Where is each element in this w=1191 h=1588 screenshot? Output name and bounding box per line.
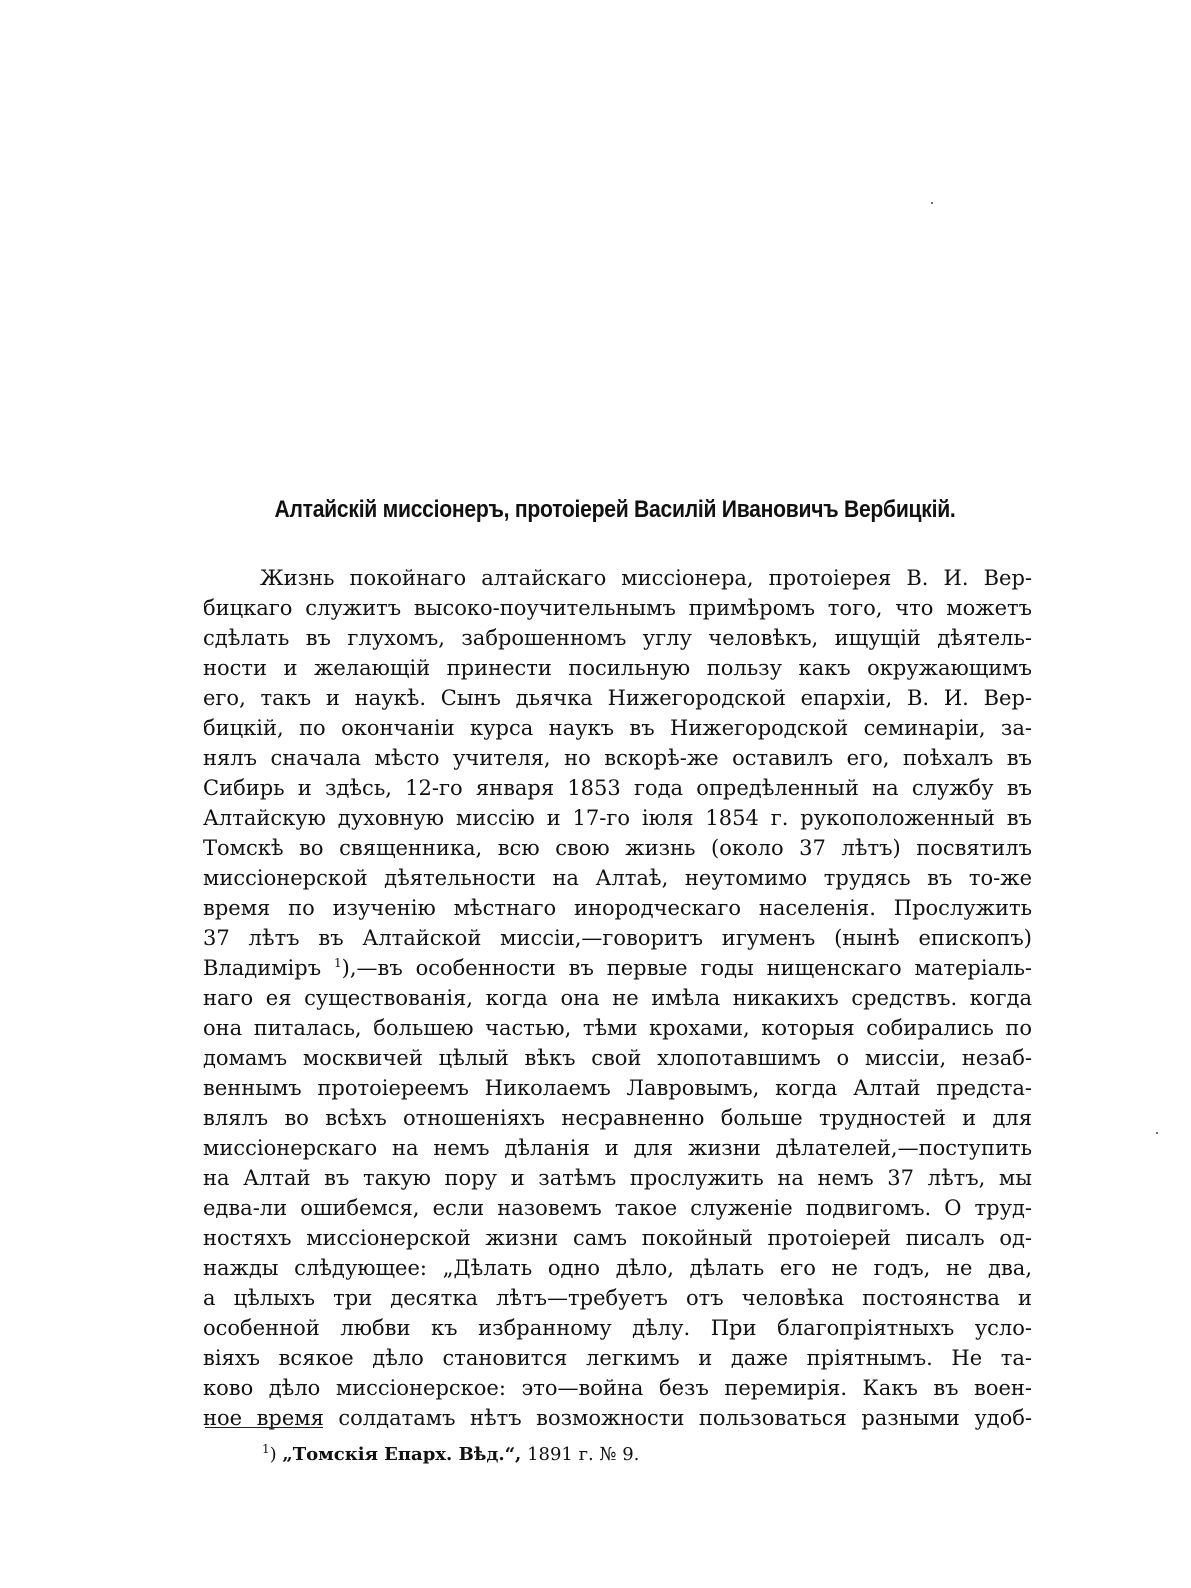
body-line: Сибирь и здѣсь, 12-го января 1853 года опредѣленный на службу въ (203, 776, 1032, 800)
print-speck (1156, 1132, 1158, 1134)
body-line: на Алтай въ такую пору и затѣмъ прослужить на немъ 37 лѣтъ, мы (203, 1166, 1032, 1190)
footnote (262, 1444, 639, 1465)
body-line: сдѣлать въ глухомъ, заброшенномъ углу человѣкъ, ищущій дѣятель- (203, 626, 1032, 650)
body-line: Алтайскую духовную миссію и 17-го іюля 1854 г. рукоположенный въ (203, 806, 1032, 830)
body-line: бицкій, по окончаніи курса наукъ въ Нижегородской семинаріи, за- (203, 716, 1032, 740)
body-line-start: Владиміръ (203, 956, 322, 980)
article-body (203, 563, 1032, 1433)
footnote-source: „Томскія Епарх. Вѣд.“, (282, 1444, 522, 1465)
body-line: особенной любви къ избранному дѣлу. При благопріятныхъ усло- (203, 1316, 1032, 1340)
body-line-with-footnote-ref (203, 953, 1032, 983)
body-line: Жизнь покойнаго алтайскаго миссіонера, протоіерея В. И. Вер- (260, 566, 1032, 590)
body-line: ностяхъ миссіонерской жизни самъ покойный протоіерей писалъ од- (203, 1226, 1032, 1250)
body-line: домамъ москвичей цѣлый вѣкъ свой хлопотавшимъ о миссіи, незаб- (203, 1046, 1032, 1070)
footnote-divider (205, 1427, 323, 1428)
body-line: ное время солдатамъ нѣтъ возможности пользоваться разными удоб- (203, 1406, 1032, 1430)
body-line: Томскѣ во священника, всю свою жизнь (около 37 лѣтъ) посвятилъ (203, 836, 1032, 860)
body-line: віяхъ всякое дѣло становится легкимъ и даже пріятнымъ. Не та- (203, 1346, 1032, 1370)
footnote-marker: 1 (262, 1442, 270, 1456)
footnote-reference: 1 (333, 956, 342, 970)
body-line: время по изученію мѣстнаго инородческаго населенія. Прослужить (203, 896, 1032, 920)
body-line-rest: ),—въ особенности въ первые годы нищенскаго матеріаль- (341, 956, 1032, 980)
body-line: едва-ли ошибемся, если назовемъ такое служеніе подвигомъ. О труд- (203, 1196, 1032, 1220)
body-line: ково дѣло миссіонерское: это—война безъ перемирія. Какъ въ воен- (203, 1376, 1032, 1400)
footnote-marker-paren: ) (269, 1444, 277, 1465)
body-line: его, такъ и наукѣ. Сынъ дьячка Нижегородской епархіи, В. И. Вер- (203, 686, 1032, 710)
body-line: нялъ сначала мѣсто учителя, но вскорѣ-же оставилъ его, поѣхалъ въ (203, 746, 1032, 770)
body-line: 37 лѣтъ въ Алтайской миссіи,—говоритъ игуменъ (нынѣ епископъ) (203, 926, 1032, 950)
body-line: миссіонерскаго на немъ дѣланія и для жизни дѣлателей,—поступить (203, 1136, 1032, 1160)
footnote-citation: 1891 г. № 9. (527, 1444, 640, 1465)
article-title: Алтайскій миссіонеръ, протоіерей Василій Ивановичъ Вербицкій. (274, 496, 956, 523)
body-line: нaго ея существованія, когда она не имѣла никакихъ средствъ. когда (203, 986, 1032, 1010)
body-line: а цѣлыхъ три десятка лѣтъ—требуетъ отъ человѣка постоянства и (203, 1286, 1032, 1310)
body-line: она питалась, большею частью, тѣми крохами, которыя собирались по (203, 1016, 1032, 1040)
body-line: веннымъ протоіереемъ Николаемъ Лавровымъ, когда Алтай предста- (203, 1076, 1032, 1100)
body-line: ности и желающій принести посильную пользу какъ окружающимъ (203, 656, 1032, 680)
body-line: миссіонерской дѣятельности на Алтаѣ, неутомимо трудясь въ то-же (203, 866, 1032, 890)
body-line: влялъ во всѣхъ отношеніяхъ несравненно больше трудностей и для (203, 1106, 1032, 1130)
print-speck (931, 202, 933, 204)
body-line: бицкаго служитъ высоко-поучительнымъ примѣромъ того, что можетъ (203, 596, 1032, 620)
body-line: нажды слѣдующее: „Дѣлать одно дѣло, дѣлать его не годъ, не два, (203, 1256, 1032, 1280)
